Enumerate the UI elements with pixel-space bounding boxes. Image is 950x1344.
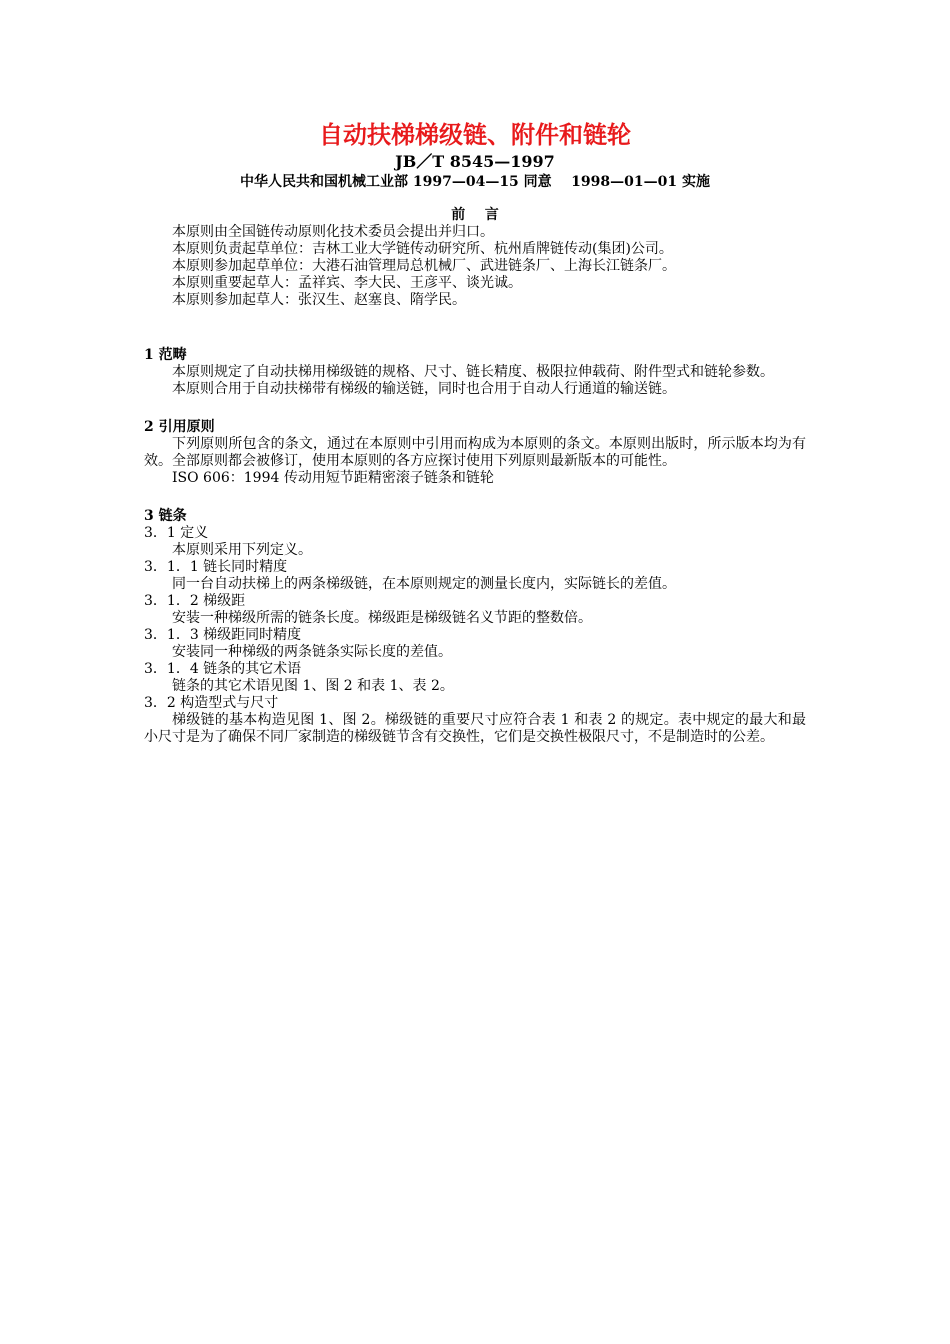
section-heading-scope: 1 范畴 bbox=[144, 347, 187, 363]
body-paragraph: 本原则采用下列定义。 bbox=[172, 542, 312, 558]
foreword-paragraph: 本原则由全国链传动原则化技术委员会提出并归口。 bbox=[172, 224, 494, 240]
section-heading-references: 2 引用原则 bbox=[144, 419, 215, 435]
body-paragraph: 安装一种梯级所需的链条长度。梯级距是梯级链名义节距的整数倍。 bbox=[172, 610, 592, 626]
document-title: 自动扶梯梯级链、附件和链轮 bbox=[319, 120, 631, 149]
foreword-paragraph: 本原则参加起草单位：大港石油管理局总机械厂、武进链条厂、上海长江链条厂。 bbox=[172, 258, 676, 274]
foreword-paragraph: 本原则负责起草单位：吉林工业大学链传动研究所、杭州盾牌链传动(集团)公司。 bbox=[172, 241, 673, 257]
reference-item: ISO 606：1994 传动用短节距精密滚子链条和链轮 bbox=[172, 470, 494, 486]
body-paragraph: 本原则规定了自动扶梯用梯级链的规格、尺寸、链长精度、极限拉伸载荷、附件型式和链轮参数。 bbox=[172, 364, 774, 380]
subsection-heading: 3．1．4 链条的其它术语 bbox=[144, 661, 302, 677]
body-paragraph: 同一台自动扶梯上的两条梯级链，在本原则规定的测量长度内，实际链长的差值。 bbox=[172, 576, 676, 592]
standard-number: JB／T 8545—1997 bbox=[395, 152, 555, 171]
approval-line: 中华人民共和国机械工业部 1997—04—15 同意 1998—01—01 实施 bbox=[240, 174, 710, 190]
foreword-heading: 前 言 bbox=[451, 207, 499, 223]
foreword-paragraph: 本原则参加起草人：张汉生、赵塞良、隋学民。 bbox=[172, 292, 466, 308]
subsection-heading: 3．1 定义 bbox=[144, 525, 209, 541]
subsection-heading: 3．1．3 梯级距同时精度 bbox=[144, 627, 302, 643]
body-paragraph: 梯级链的基本构造见图 1、图 2。梯级链的重要尺寸应符合表 1 和表 2 的规定。表中规定的最大和最小尺寸是为了确保不同厂家制造的梯级链节含有交换性，它们是交换性极限尺寸，不是制造时的公差。 bbox=[144, 712, 806, 745]
subsection-heading: 3．1．1 链长同时精度 bbox=[144, 559, 288, 575]
body-paragraph: 安装同一种梯级的两条链条实际长度的差值。 bbox=[172, 644, 452, 660]
document-page bbox=[144, 118, 806, 746]
body-paragraph: 链条的其它术语见图 1、图 2 和表 1、表 2。 bbox=[172, 678, 454, 694]
body-paragraph: 本原则合用于自动扶梯带有梯级的输送链，同时也合用于自动人行通道的输送链。 bbox=[172, 381, 676, 397]
body-paragraph: 下列原则所包含的条文，通过在本原则中引用而构成为本原则的条文。本原则出版时，所示版本均为有效。全部原则都会被修订，使用本原则的各方应探讨使用下列原则最新版本的可能性。 bbox=[144, 436, 806, 469]
subsection-heading: 3．1．2 梯级距 bbox=[144, 593, 246, 609]
section-heading-chain: 3 链条 bbox=[144, 508, 187, 524]
foreword-paragraph: 本原则重要起草人：孟祥宾、李大民、王彦平、谈光诚。 bbox=[172, 275, 522, 291]
subsection-heading: 3．2 构造型式与尺寸 bbox=[144, 695, 279, 711]
